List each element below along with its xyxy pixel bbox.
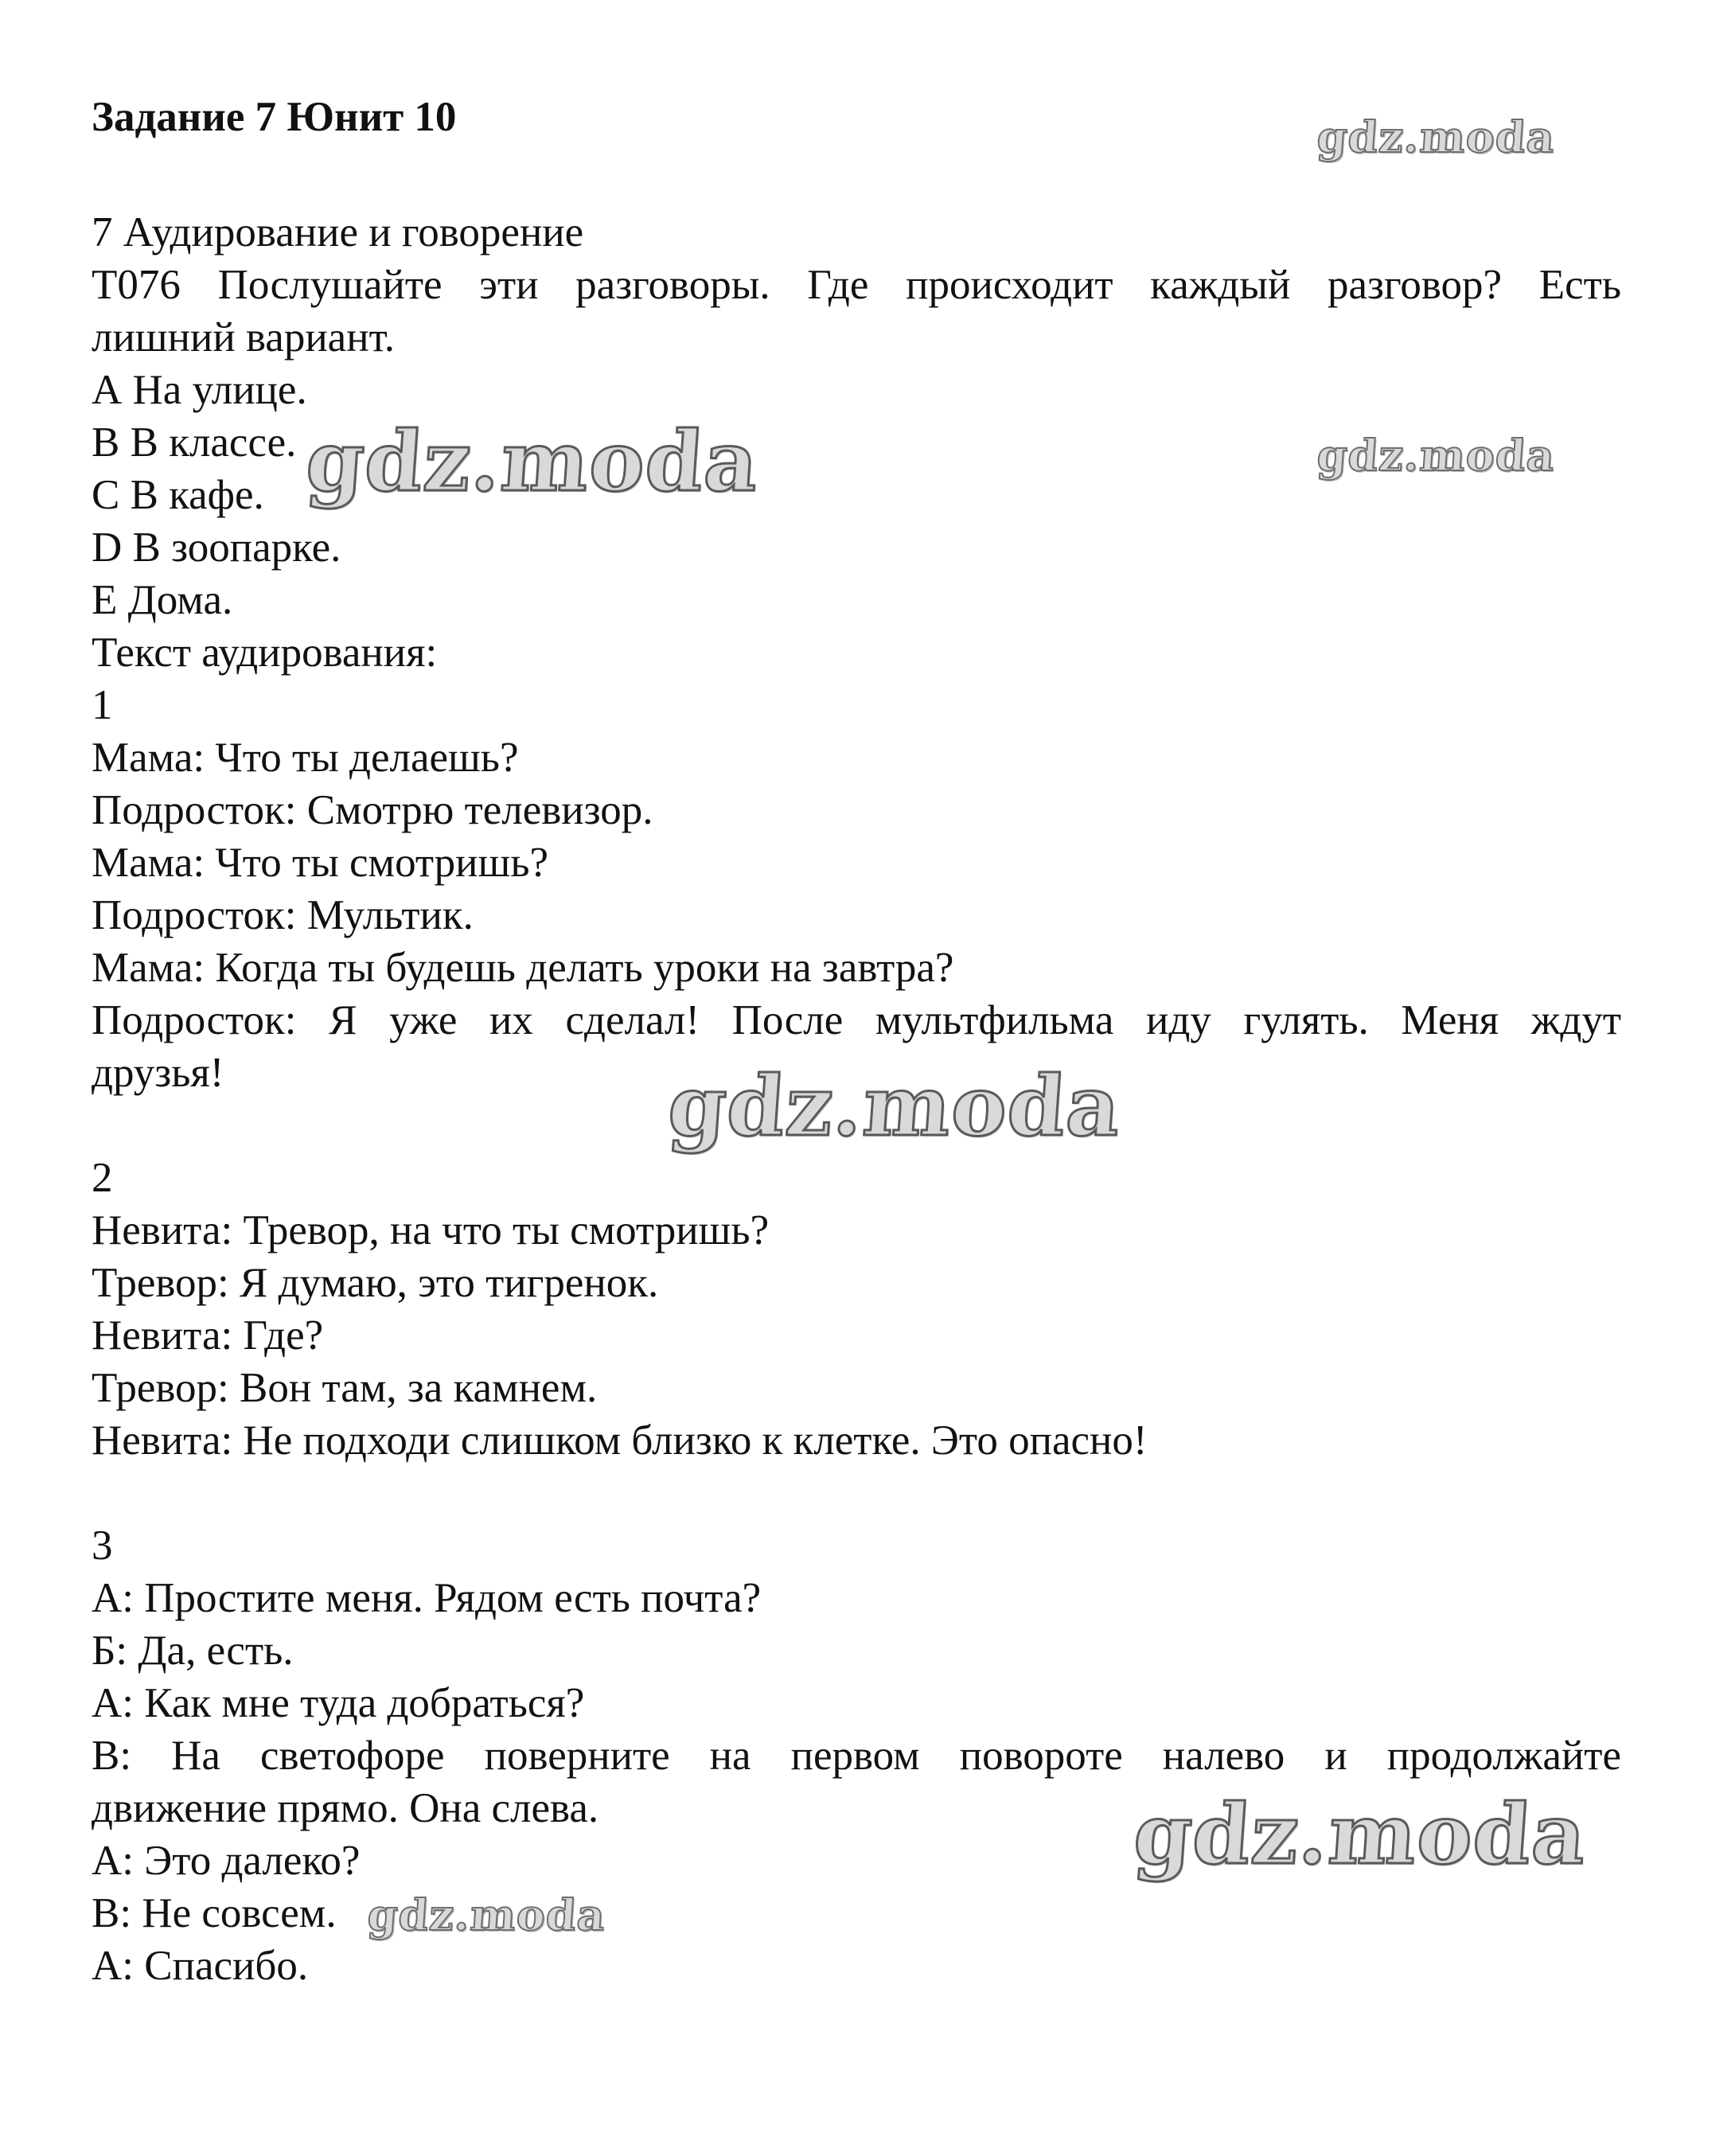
option-a: А На улице. [92, 367, 307, 413]
dialogue-3-line: В: Не совсем. [92, 1890, 337, 1936]
dialogue-3-line: А: Спасибо. [92, 1943, 309, 1989]
dialogue-1-line: друзья! [92, 1050, 224, 1096]
dialogue-2-number: 2 [92, 1155, 113, 1201]
option-e: Е Дома. [92, 577, 233, 623]
dialogue-1-line: Подросток: Мультик. [92, 892, 474, 938]
dialogue-1-line: Мама: Что ты делаешь? [92, 735, 519, 781]
page-title: Задание 7 Юнит 10 [92, 94, 457, 140]
dialogue-3-line: А: Как мне туда добраться? [92, 1680, 585, 1726]
watermark: gdz.moda [1130, 1785, 1590, 1883]
dialogue-1-line: Подросток: Смотрю телевизор. [92, 787, 653, 833]
dialogue-2-line: Невита: Не подходи слишком близко к клетке. Это опасно! [92, 1417, 1148, 1464]
dialogue-2-line: Тревор: Я думаю, это тигренок. [92, 1260, 659, 1306]
option-b: В В классе. [92, 419, 297, 466]
dialogue-3-line: А: Простите меня. Рядом есть почта? [92, 1575, 762, 1621]
section-heading: 7 Аудирование и говорение [92, 209, 584, 255]
dialogue-3-line: А: Это далеко? [92, 1838, 361, 1884]
option-d: D В зоопарке. [92, 524, 341, 571]
dialogue-1-line: Подросток: Я уже их сделал! После мультфильма иду гулять. Меня ждут [92, 997, 1621, 1043]
dialogue-2-line: Тревор: Вон там, за камнем. [92, 1365, 598, 1411]
dialogue-3-line: В: На светофоре поверните на первом повороте налево и продолжайте [92, 1733, 1621, 1779]
watermark: gdz.moda [665, 1057, 1125, 1155]
dialogue-2-line: Невита: Тревор, на что ты смотришь? [92, 1207, 770, 1253]
dialogue-3-line: движение прямо. Она слева. [92, 1785, 599, 1831]
dialogue-3-number: 3 [92, 1522, 113, 1569]
dialogue-1-line: Мама: Что ты смотришь? [92, 840, 549, 886]
watermark: gdz.moda [1315, 111, 1558, 162]
watermark: gdz.moda [302, 412, 762, 510]
dialogue-3-line: Б: Да, есть. [92, 1628, 294, 1674]
transcript-heading: Текст аудирования: [92, 630, 438, 676]
dialogue-2-line: Невита: Где? [92, 1312, 324, 1359]
watermark: gdz.moda [365, 1889, 608, 1940]
dialogue-1-line: Мама: Когда ты будешь делать уроки на завтра? [92, 945, 954, 991]
watermark: gdz.moda [1315, 430, 1558, 481]
dialogue-1-number: 1 [92, 682, 113, 728]
option-c: С В кафе. [92, 472, 264, 518]
instruction-line-2: лишний вариант. [92, 314, 395, 361]
instruction-line-1: Т076 Послушайте эти разговоры. Где происходит каждый разговор? Есть [92, 262, 1621, 308]
